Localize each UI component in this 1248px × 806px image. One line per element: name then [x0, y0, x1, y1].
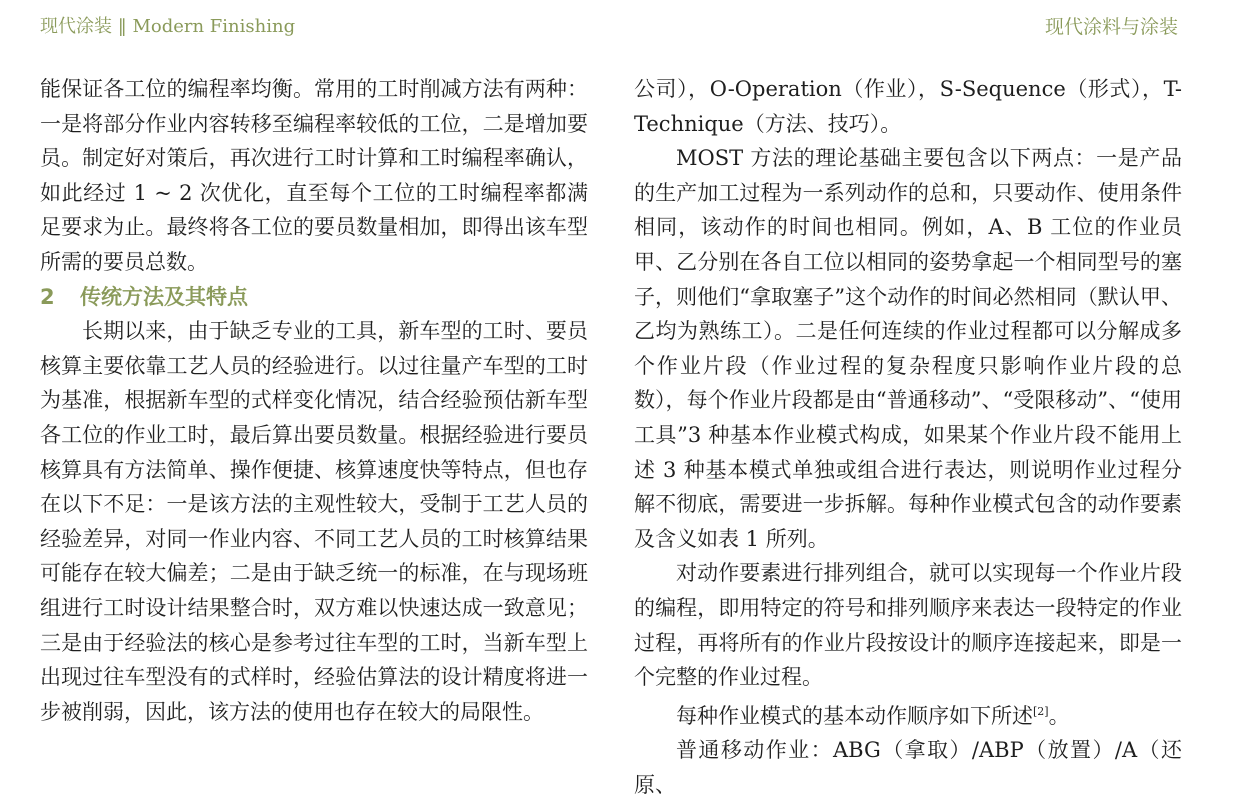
paragraph: 公司），O-Operation（作业），S-Sequence（形式），T-Technique（方法、技巧）。: [634, 77, 1182, 136]
paragraph: MOST 方法的理论基础主要包含以下两点：一是产品的生产加工过程为一系列动作的总和，只要动作、使用条件相同，该动作的时间也相同。例如，A、B 工位的作业员甲、乙分别在各自工位以相同的姿势拿起一个相同型号的塞子，则他们“拿取塞子”这个动作的时间必然相同（默认甲、乙均为熟练工）。二是任何连续的作业过程都可以分解成多个作业片段（作业过程的复杂程度只影响作业片段的总数），每个作业片段都是由“普通移动”、“受限移动”、“使用工具”3 种基本作业模式构成，如果某个作业片段不能用上述 3 种基本模式单独或组合进行表达，则说明作业过程分解不彻底，需要进一步拆解。每种作业模式包含的动作要素及含义如表 1 所列。: [634, 146, 1182, 551]
section-title: 传统方法及其特点: [80, 284, 248, 309]
citation-ref: [2]: [1033, 704, 1049, 718]
page-header: [0, 8, 1248, 38]
paragraph: 对动作要素进行排列组合，就可以实现每一个作业片段的编程，即用特定的符号和排列顺序来表达一段特定的作业过程，再将所有的作业片段按设计的顺序连接起来，即是一个完整的作业过程。: [634, 561, 1182, 690]
left-column: [40, 72, 588, 729]
journal-name: 现代涂装 ‖ Modern Finishing: [40, 16, 296, 37]
section-number: 2: [40, 284, 55, 309]
paragraph-end: 。: [1048, 703, 1070, 728]
paragraph: 能保证各工位的编程率均衡。常用的工时削减方法有两种：一是将部分作业内容转移至编程率较低的工位，二是增加要员。制定好对策后，再次进行工时计算和工时编程率确认，如此经过 1 ~ 2 次优化，直至每个工位的工时编程率都满足要求为止。最终将各工位的要员数量相加，即得出该车型所需的要员总数。: [40, 77, 588, 274]
section-heading: [40, 280, 588, 315]
paragraph: 长期以来，由于缺乏专业的工具，新车型的工时、要员核算主要依靠工艺人员的经验进行。以过往量产车型的工时为基准，根据新车型的式样变化情况，结合经验预估新车型各工位的作业工时，最后算出要员数量。根据经验进行要员核算具有方法简单、操作便捷、核算速度快等特点，但也存在以下不足：一是该方法的主观性较大，受制于工艺人员的经验差异，对同一作业内容、不同工艺人员的工时核算结果可能存在较大偏差；二是由于缺乏统一的标准，在与现场班组进行工时设计结果整合时，双方难以快速达成一致意见；三是由于经验法的核心是参考过往车型的工时，当新车型上出现过往车型没有的式样时，经验估算法的设计精度将进一步被削弱，因此，该方法的使用也存在较大的局限性。: [40, 319, 588, 724]
right-column: [634, 72, 1182, 802]
paragraph: 普通移动作业：ABG（拿取）/ABP（放置）/A（还原、: [634, 738, 1182, 797]
paragraph-text: 每种作业模式的基本动作顺序如下所述: [676, 703, 1033, 728]
paragraph: [634, 695, 1182, 734]
journal-section: 现代涂料与涂装: [1044, 16, 1178, 38]
